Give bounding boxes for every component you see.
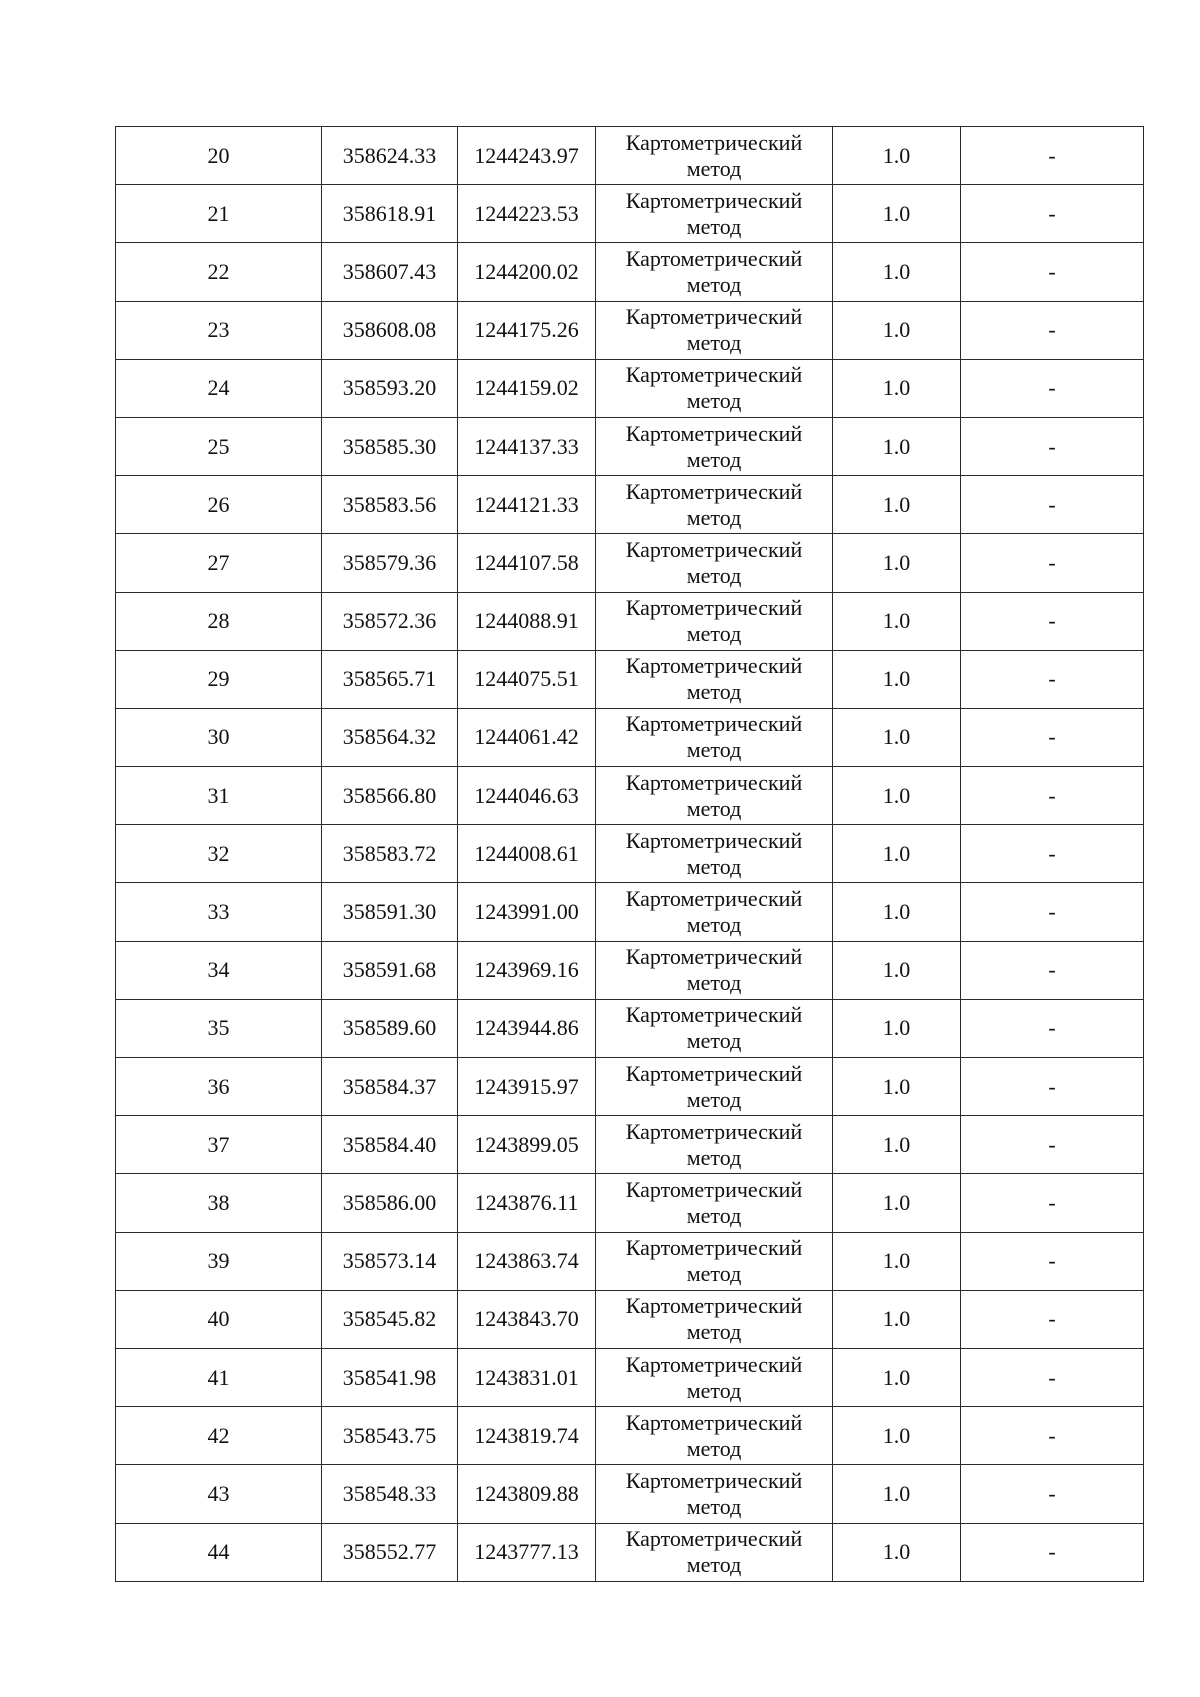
method-line-2: метод xyxy=(686,1552,742,1578)
method-line-1: Картометрический xyxy=(625,478,803,504)
method-line-2: метод xyxy=(686,853,742,879)
table-row xyxy=(116,999,1144,1057)
x-coordinate-cell: 358591.30 xyxy=(322,883,458,941)
note-cell: - xyxy=(961,1232,1144,1290)
x-coordinate-cell: 358584.40 xyxy=(322,1116,458,1174)
x-coordinate-cell: 358607.43 xyxy=(322,243,458,301)
x-coordinate-cell: 358565.71 xyxy=(322,650,458,708)
method-line-1: Картометрический xyxy=(625,711,803,737)
table-row xyxy=(116,301,1144,359)
method-line-2: метод xyxy=(686,912,742,938)
method-line-1: Картометрический xyxy=(625,1351,803,1377)
accuracy-cell: 1.0 xyxy=(833,650,961,708)
method-line-1: Картометрический xyxy=(625,129,803,155)
point-number-cell: 41 xyxy=(116,1348,322,1406)
method-line-2: метод xyxy=(686,1319,742,1345)
y-coordinate-cell: 1243831.01 xyxy=(458,1348,596,1406)
method-line-1: Картометрический xyxy=(625,653,803,679)
method-line-1: Картометрический xyxy=(625,1526,803,1552)
method-line-2: метод xyxy=(686,1202,742,1228)
y-coordinate-cell: 1243876.11 xyxy=(458,1174,596,1232)
table-row xyxy=(116,476,1144,534)
accuracy-cell: 1.0 xyxy=(833,1348,961,1406)
note-cell: - xyxy=(961,301,1144,359)
method-line-1: Картометрический xyxy=(625,1060,803,1086)
method-line-1: Картометрический xyxy=(625,187,803,213)
accuracy-cell: 1.0 xyxy=(833,185,961,243)
point-number-cell: 25 xyxy=(116,417,322,475)
method-cell xyxy=(596,883,833,941)
y-coordinate-cell: 1244243.97 xyxy=(458,127,596,185)
table-row xyxy=(116,185,1144,243)
method-line-2: метод xyxy=(686,446,742,472)
method-line-2: метод xyxy=(686,330,742,356)
method-cell xyxy=(596,1465,833,1523)
method-cell xyxy=(596,825,833,883)
note-cell: - xyxy=(961,999,1144,1057)
method-line-1: Картометрический xyxy=(625,362,803,388)
method-cell xyxy=(596,1232,833,1290)
y-coordinate-cell: 1244137.33 xyxy=(458,417,596,475)
method-cell xyxy=(596,534,833,592)
y-coordinate-cell: 1244159.02 xyxy=(458,359,596,417)
point-number-cell: 40 xyxy=(116,1290,322,1348)
x-coordinate-cell: 358583.56 xyxy=(322,476,458,534)
x-coordinate-cell: 358566.80 xyxy=(322,767,458,825)
x-coordinate-cell: 358585.30 xyxy=(322,417,458,475)
note-cell: - xyxy=(961,1407,1144,1465)
point-number-cell: 28 xyxy=(116,592,322,650)
method-line-2: метод xyxy=(686,1261,742,1287)
y-coordinate-cell: 1244121.33 xyxy=(458,476,596,534)
note-cell: - xyxy=(961,127,1144,185)
accuracy-cell: 1.0 xyxy=(833,592,961,650)
table-row xyxy=(116,941,1144,999)
note-cell: - xyxy=(961,476,1144,534)
x-coordinate-cell: 358543.75 xyxy=(322,1407,458,1465)
table-row xyxy=(116,243,1144,301)
method-line-1: Картометрический xyxy=(625,827,803,853)
method-line-1: Картометрический xyxy=(625,886,803,912)
accuracy-cell: 1.0 xyxy=(833,534,961,592)
method-line-2: метод xyxy=(686,1435,742,1461)
method-cell xyxy=(596,650,833,708)
x-coordinate-cell: 358593.20 xyxy=(322,359,458,417)
point-number-cell: 29 xyxy=(116,650,322,708)
method-cell xyxy=(596,243,833,301)
note-cell: - xyxy=(961,359,1144,417)
note-cell: - xyxy=(961,417,1144,475)
note-cell: - xyxy=(961,1523,1144,1581)
method-line-2: метод xyxy=(686,1493,742,1519)
method-cell xyxy=(596,592,833,650)
method-line-1: Картометрический xyxy=(625,1235,803,1261)
table-row xyxy=(116,1174,1144,1232)
method-cell xyxy=(596,301,833,359)
y-coordinate-cell: 1243899.05 xyxy=(458,1116,596,1174)
point-number-cell: 38 xyxy=(116,1174,322,1232)
y-coordinate-cell: 1243819.74 xyxy=(458,1407,596,1465)
point-number-cell: 33 xyxy=(116,883,322,941)
x-coordinate-cell: 358591.68 xyxy=(322,941,458,999)
point-number-cell: 35 xyxy=(116,999,322,1057)
y-coordinate-cell: 1244223.53 xyxy=(458,185,596,243)
point-number-cell: 37 xyxy=(116,1116,322,1174)
method-line-1: Картометрический xyxy=(625,944,803,970)
y-coordinate-cell: 1243991.00 xyxy=(458,883,596,941)
accuracy-cell: 1.0 xyxy=(833,1465,961,1523)
point-number-cell: 43 xyxy=(116,1465,322,1523)
table-row xyxy=(116,1348,1144,1406)
method-line-1: Картометрический xyxy=(625,595,803,621)
point-number-cell: 31 xyxy=(116,767,322,825)
note-cell: - xyxy=(961,534,1144,592)
table-row xyxy=(116,1116,1144,1174)
y-coordinate-cell: 1243843.70 xyxy=(458,1290,596,1348)
method-line-2: метод xyxy=(686,1028,742,1054)
method-cell xyxy=(596,1523,833,1581)
point-number-cell: 36 xyxy=(116,1058,322,1116)
y-coordinate-cell: 1244046.63 xyxy=(458,767,596,825)
y-coordinate-cell: 1243863.74 xyxy=(458,1232,596,1290)
accuracy-cell: 1.0 xyxy=(833,1116,961,1174)
table-row xyxy=(116,1407,1144,1465)
method-line-1: Картометрический xyxy=(625,1118,803,1144)
point-number-cell: 42 xyxy=(116,1407,322,1465)
y-coordinate-cell: 1243809.88 xyxy=(458,1465,596,1523)
method-cell xyxy=(596,708,833,766)
y-coordinate-cell: 1244107.58 xyxy=(458,534,596,592)
table-row xyxy=(116,708,1144,766)
table-row xyxy=(116,534,1144,592)
table-row xyxy=(116,825,1144,883)
x-coordinate-cell: 358584.37 xyxy=(322,1058,458,1116)
point-number-cell: 22 xyxy=(116,243,322,301)
method-line-1: Картометрический xyxy=(625,1293,803,1319)
method-line-2: метод xyxy=(686,271,742,297)
note-cell: - xyxy=(961,1116,1144,1174)
note-cell: - xyxy=(961,1290,1144,1348)
method-line-1: Картометрический xyxy=(625,245,803,271)
method-cell xyxy=(596,1290,833,1348)
method-line-2: метод xyxy=(686,504,742,530)
method-line-1: Картометрический xyxy=(625,1467,803,1493)
accuracy-cell: 1.0 xyxy=(833,1058,961,1116)
point-number-cell: 32 xyxy=(116,825,322,883)
accuracy-cell: 1.0 xyxy=(833,1407,961,1465)
accuracy-cell: 1.0 xyxy=(833,417,961,475)
table-row xyxy=(116,417,1144,475)
method-cell xyxy=(596,417,833,475)
accuracy-cell: 1.0 xyxy=(833,1290,961,1348)
note-cell: - xyxy=(961,883,1144,941)
y-coordinate-cell: 1244175.26 xyxy=(458,301,596,359)
x-coordinate-cell: 358573.14 xyxy=(322,1232,458,1290)
point-number-cell: 21 xyxy=(116,185,322,243)
method-line-2: метод xyxy=(686,562,742,588)
method-line-1: Картометрический xyxy=(625,1002,803,1028)
method-line-2: метод xyxy=(686,388,742,414)
y-coordinate-cell: 1244061.42 xyxy=(458,708,596,766)
point-number-cell: 20 xyxy=(116,127,322,185)
method-line-2: метод xyxy=(686,155,742,181)
x-coordinate-cell: 358564.32 xyxy=(322,708,458,766)
note-cell: - xyxy=(961,708,1144,766)
method-line-2: метод xyxy=(686,1144,742,1170)
table-row xyxy=(116,1465,1144,1523)
x-coordinate-cell: 358608.08 xyxy=(322,301,458,359)
method-cell xyxy=(596,941,833,999)
note-cell: - xyxy=(961,650,1144,708)
y-coordinate-cell: 1243969.16 xyxy=(458,941,596,999)
accuracy-cell: 1.0 xyxy=(833,359,961,417)
point-number-cell: 30 xyxy=(116,708,322,766)
x-coordinate-cell: 358624.33 xyxy=(322,127,458,185)
accuracy-cell: 1.0 xyxy=(833,767,961,825)
x-coordinate-cell: 358618.91 xyxy=(322,185,458,243)
table-row xyxy=(116,1232,1144,1290)
y-coordinate-cell: 1244200.02 xyxy=(458,243,596,301)
method-cell xyxy=(596,359,833,417)
y-coordinate-cell: 1244075.51 xyxy=(458,650,596,708)
note-cell: - xyxy=(961,243,1144,301)
x-coordinate-cell: 358545.82 xyxy=(322,1290,458,1348)
method-cell xyxy=(596,1174,833,1232)
method-cell xyxy=(596,999,833,1057)
x-coordinate-cell: 358552.77 xyxy=(322,1523,458,1581)
note-cell: - xyxy=(961,767,1144,825)
method-line-1: Картометрический xyxy=(625,304,803,330)
table-row xyxy=(116,1058,1144,1116)
table-row xyxy=(116,1290,1144,1348)
x-coordinate-cell: 358541.98 xyxy=(322,1348,458,1406)
method-line-1: Картометрический xyxy=(625,536,803,562)
note-cell: - xyxy=(961,941,1144,999)
y-coordinate-cell: 1244088.91 xyxy=(458,592,596,650)
x-coordinate-cell: 358548.33 xyxy=(322,1465,458,1523)
note-cell: - xyxy=(961,592,1144,650)
table-row xyxy=(116,650,1144,708)
method-line-2: метод xyxy=(686,795,742,821)
note-cell: - xyxy=(961,825,1144,883)
x-coordinate-cell: 358579.36 xyxy=(322,534,458,592)
method-line-1: Картометрический xyxy=(625,420,803,446)
table-row xyxy=(116,767,1144,825)
accuracy-cell: 1.0 xyxy=(833,1232,961,1290)
method-cell xyxy=(596,767,833,825)
y-coordinate-cell: 1243777.13 xyxy=(458,1523,596,1581)
point-number-cell: 24 xyxy=(116,359,322,417)
note-cell: - xyxy=(961,1465,1144,1523)
accuracy-cell: 1.0 xyxy=(833,883,961,941)
note-cell: - xyxy=(961,1348,1144,1406)
note-cell: - xyxy=(961,1174,1144,1232)
accuracy-cell: 1.0 xyxy=(833,301,961,359)
method-cell xyxy=(596,185,833,243)
accuracy-cell: 1.0 xyxy=(833,1523,961,1581)
method-line-2: метод xyxy=(686,213,742,239)
y-coordinate-cell: 1243944.86 xyxy=(458,999,596,1057)
coordinates-table-body xyxy=(116,127,1144,1582)
point-number-cell: 39 xyxy=(116,1232,322,1290)
method-line-1: Картометрический xyxy=(625,769,803,795)
table-row xyxy=(116,127,1144,185)
accuracy-cell: 1.0 xyxy=(833,476,961,534)
point-number-cell: 23 xyxy=(116,301,322,359)
table-row xyxy=(116,883,1144,941)
accuracy-cell: 1.0 xyxy=(833,999,961,1057)
point-number-cell: 27 xyxy=(116,534,322,592)
method-cell xyxy=(596,1348,833,1406)
accuracy-cell: 1.0 xyxy=(833,941,961,999)
y-coordinate-cell: 1244008.61 xyxy=(458,825,596,883)
accuracy-cell: 1.0 xyxy=(833,708,961,766)
coordinates-table xyxy=(115,126,1144,1582)
method-line-1: Картометрический xyxy=(625,1176,803,1202)
x-coordinate-cell: 358583.72 xyxy=(322,825,458,883)
method-line-1: Картометрический xyxy=(625,1409,803,1435)
method-line-2: метод xyxy=(686,1086,742,1112)
x-coordinate-cell: 358572.36 xyxy=(322,592,458,650)
table-row xyxy=(116,1523,1144,1581)
table-row xyxy=(116,592,1144,650)
method-cell xyxy=(596,1407,833,1465)
method-line-2: метод xyxy=(686,970,742,996)
method-cell xyxy=(596,476,833,534)
method-line-2: метод xyxy=(686,621,742,647)
note-cell: - xyxy=(961,1058,1144,1116)
method-cell xyxy=(596,1058,833,1116)
note-cell: - xyxy=(961,185,1144,243)
method-line-2: метод xyxy=(686,1377,742,1403)
accuracy-cell: 1.0 xyxy=(833,825,961,883)
table-row xyxy=(116,359,1144,417)
method-line-2: метод xyxy=(686,679,742,705)
accuracy-cell: 1.0 xyxy=(833,127,961,185)
method-cell xyxy=(596,1116,833,1174)
point-number-cell: 26 xyxy=(116,476,322,534)
method-cell xyxy=(596,127,833,185)
accuracy-cell: 1.0 xyxy=(833,1174,961,1232)
method-line-2: метод xyxy=(686,737,742,763)
x-coordinate-cell: 358586.00 xyxy=(322,1174,458,1232)
y-coordinate-cell: 1243915.97 xyxy=(458,1058,596,1116)
x-coordinate-cell: 358589.60 xyxy=(322,999,458,1057)
accuracy-cell: 1.0 xyxy=(833,243,961,301)
point-number-cell: 44 xyxy=(116,1523,322,1581)
point-number-cell: 34 xyxy=(116,941,322,999)
